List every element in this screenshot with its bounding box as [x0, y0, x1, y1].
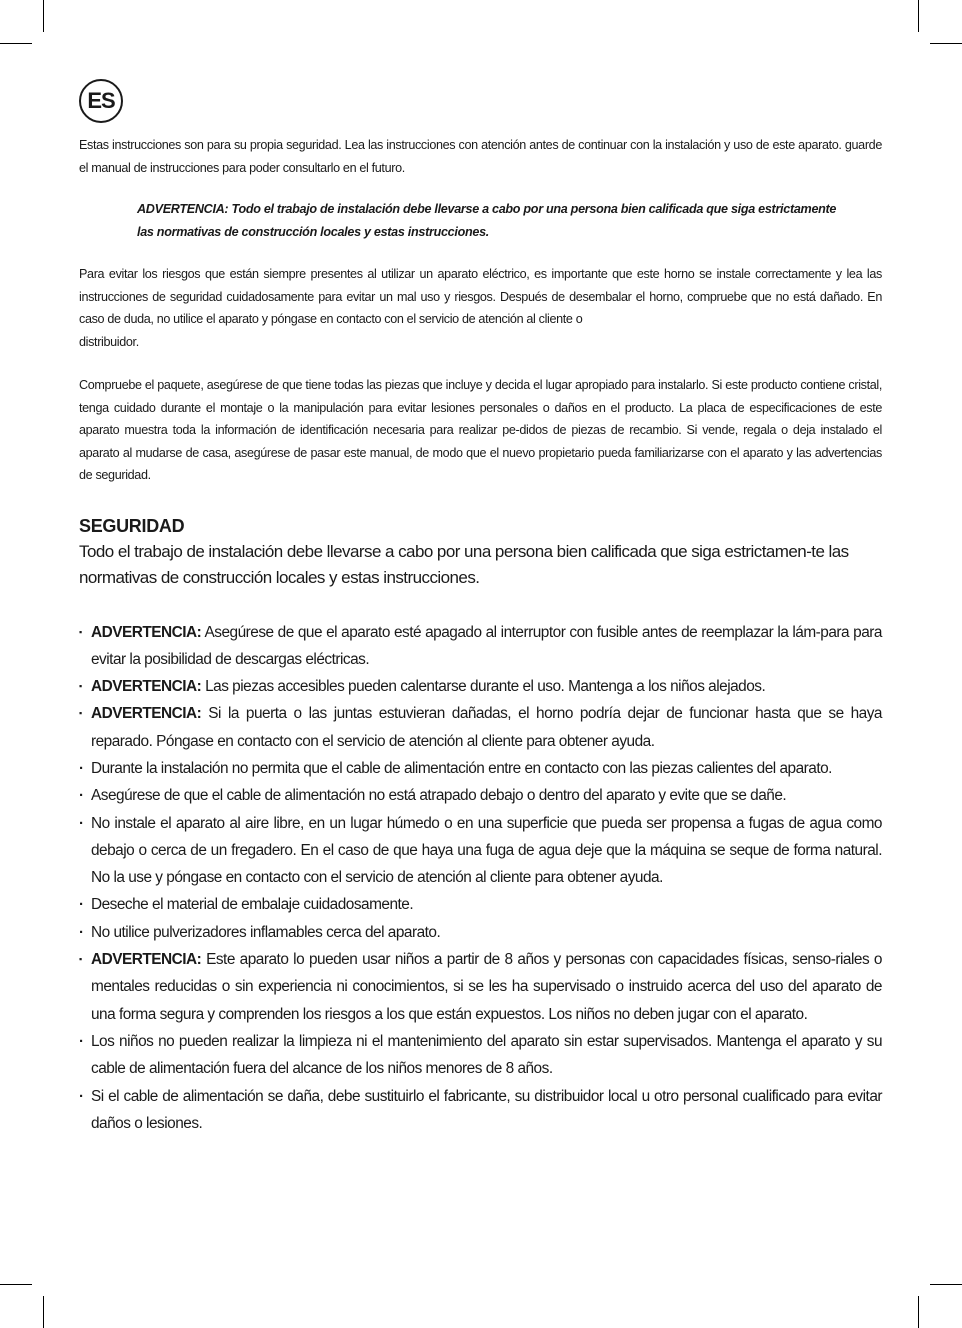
crop-mark: [918, 0, 919, 32]
section-title: SEGURIDAD: [79, 515, 185, 536]
language-badge: ES: [79, 79, 123, 123]
risk-paragraph: Para evitar los riesgos que están siempre presentes al utilizar un aparato eléctrico, es importante que este horno se instale correctamente y lea las instrucciones de seguridad cuidadosamente para evitar un mal uso y riesgos. Después de desembalar el horno, compruebe que no está dañado. En caso de duda, no utilice el aparato y póngase en contacto con el servicio de atención al cliente o distribuidor.: [79, 267, 882, 349]
package-paragraph: Compruebe el paquete, asegúrese de que tiene todas las piezas que incluye y decida el lugar apropiado para instalarlo. Si este producto contiene cristal, tenga cuidado durante el montaje o la manipulación para evitar lesiones personales o daños en el producto. La placa de especificaciones de este aparato muestra toda la información de identificación necesaria para realizar pe-didos de piezas de recambio. Si vende, regala o deja instalado el aparato al mudarse de casa, asegúrese de pasar este manual, de modo que el nuevo propietario pueda familiarizarse con el aparato y las advertencias de seguridad.: [79, 378, 882, 482]
list-item: · Deseche el material de embalaje cuidadosamente.: [79, 891, 882, 918]
list-item: · Asegúrese de que el cable de alimentación no está atrapado debajo o dentro del aparato y evite que se dañe.: [79, 782, 882, 809]
list-item: · Durante la instalación no permita que el cable de alimentación entre en contacto con las piezas calientes del aparato.: [79, 755, 882, 782]
list-item: ▪ ADVERTENCIA: Este aparato lo pueden usar niños a partir de 8 años y personas con capacidades físicas, senso-riales o mentales reducidas o sin experiencia ni conocimientos, si se les ha supervisado o instruido acerca del uso del aparato de una forma segura y comprenden los riesgos a los que están expuestos. Los niños no deben jugar con el aparato.: [79, 946, 882, 1028]
list-item: · No utilice pulverizadores inflamables cerca del aparato.: [79, 919, 882, 946]
crop-mark: [0, 43, 32, 44]
crop-mark: [918, 1296, 919, 1328]
list-item: · No instale el aparato al aire libre, en un lugar húmedo o en una superficie que pueda ser propensa a fugas de agua como debajo o cerca de un fregadero. En el caso de que haya una fuga de agua deje que la máquina se seque de forma natural. No la use y póngase en contacto con el servicio de atención al cliente para obtener ayuda.: [79, 810, 882, 892]
crop-mark: [930, 1284, 962, 1285]
crop-mark: [43, 0, 44, 32]
page-content: [79, 134, 882, 1137]
safety-list: [79, 619, 882, 1138]
installation-warning: ADVERTENCIA: Todo el trabajo de instalación debe llevarse a cabo por una persona bien calificada que siga estrictamente las normativas de construcción locales y estas instrucciones.: [137, 202, 837, 239]
intro-paragraph: Estas instrucciones son para su propia seguridad. Lea las instrucciones con atención antes de continuar con la instalación y uso de este aparato. guarde el manual de instrucciones para poder consultarlo en el futuro.: [79, 138, 882, 175]
list-item: ▪ ADVERTENCIA: Si la puerta o las juntas estuvieran dañadas, el horno podría dejar de funcionar hasta que se haya reparado. Póngase en contacto con el servicio de atención al cliente para obtener ayuda.: [79, 700, 882, 755]
list-item: ▪ ADVERTENCIA: Asegúrese de que el aparato esté apagado al interruptor con fusible antes de reemplazar la lám-para para evitar la posibilidad de descargas eléctricas.: [79, 619, 882, 674]
crop-mark: [0, 1284, 32, 1285]
crop-mark: [930, 43, 962, 44]
list-item: · Los niños no pueden realizar la limpieza ni el mantenimiento del aparato sin estar supervisados. Mantenga el aparato y su cable de alimentación fuera del alcance de los niños menores de 8 años.: [79, 1028, 882, 1083]
crop-mark: [43, 1296, 44, 1328]
section-intro: Todo el trabajo de instalación debe llevarse a cabo por una persona bien calificada que siga estrictamen-te las normativas de construcción locales y estas instrucciones.: [79, 541, 849, 587]
list-item: · Si el cable de alimentación se daña, debe sustituirlo el fabricante, su distribuidor local u otro personal cualificado para evitar daños o lesiones.: [79, 1083, 882, 1138]
list-item: ▪ ADVERTENCIA: Las piezas accesibles pueden calentarse durante el uso. Mantenga a los niños alejados.: [79, 673, 882, 700]
